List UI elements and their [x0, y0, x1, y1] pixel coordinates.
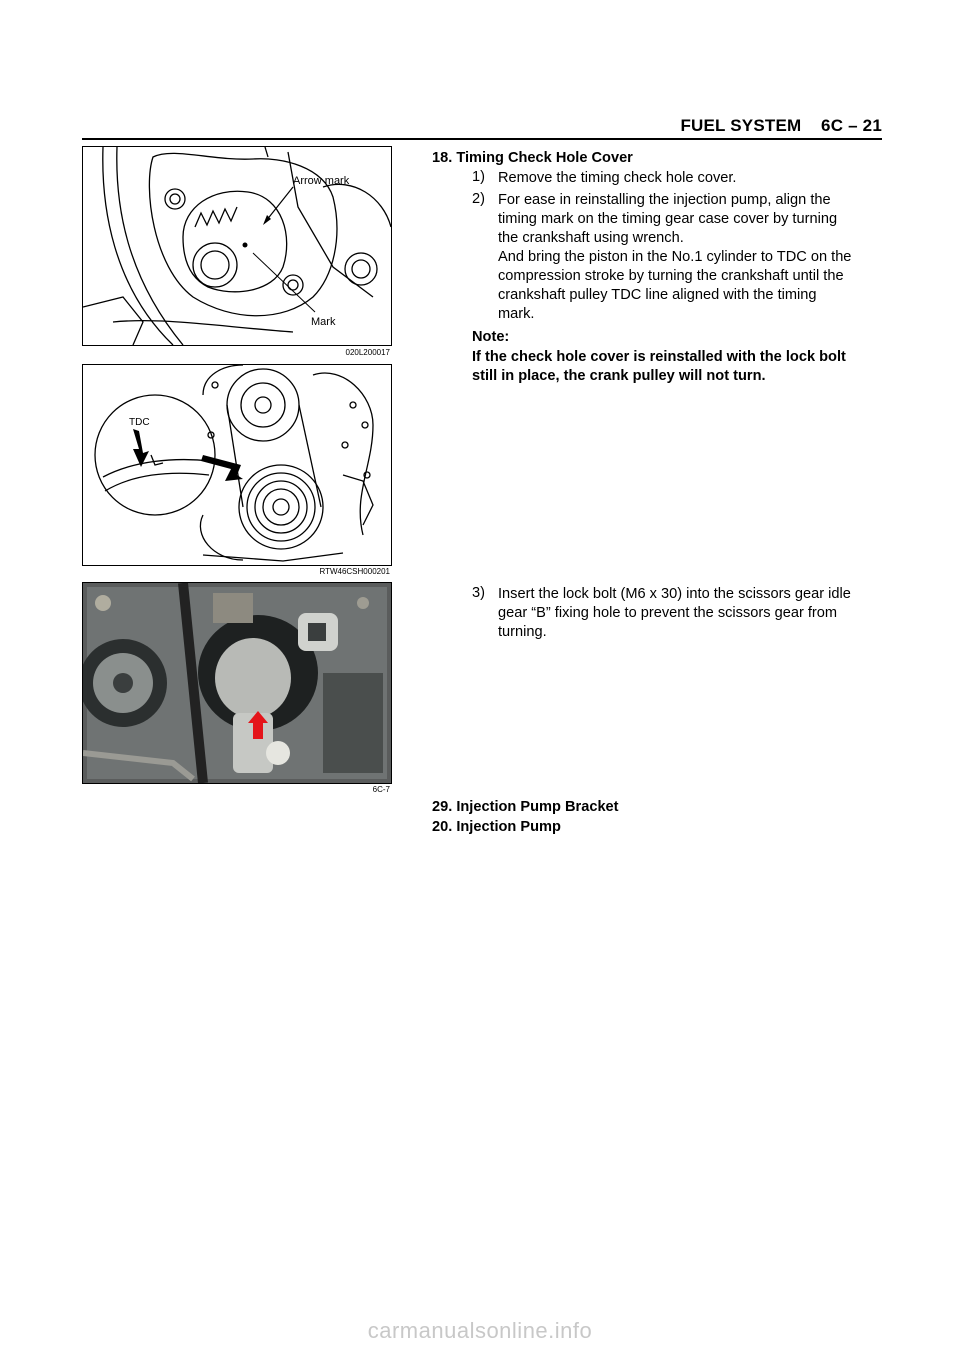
engine-photo: [83, 583, 391, 783]
figure-timing-check-hole: [82, 146, 392, 346]
section-29-heading: 29. Injection Pump Bracket: [432, 799, 619, 815]
note-line: If the check hole cover is reinstalled with the lock bolt: [472, 349, 846, 365]
label-tdc: TDC: [129, 417, 150, 428]
figure-code: 020L200017: [345, 348, 390, 357]
step-text: [498, 585, 851, 642]
note-text: [472, 348, 846, 386]
page-header: [82, 116, 882, 140]
step-line: compression stroke by turning the crankshaft until the: [498, 268, 844, 284]
step-number: 3): [472, 585, 485, 601]
step-line: gear “B” fixing hole to prevent the scissors gear from: [498, 605, 838, 621]
label-mark: Mark: [311, 316, 336, 328]
figure-crank-pulley-tdc: [82, 364, 392, 566]
step-line: And bring the piston in the No.1 cylinder to TDC on the: [498, 249, 852, 265]
step-line: Insert the lock bolt (M6 x 30) into the scissors gear idle: [498, 586, 851, 602]
step-line: crankshaft pulley TDC line aligned with the timing: [498, 287, 817, 303]
figure-code: RTW46CSH000201: [319, 567, 390, 576]
step-line: For ease in reinstalling the injection pump, align the: [498, 192, 831, 208]
step-line: mark.: [498, 306, 535, 322]
header-title: FUEL SYSTEM 6C – 21: [680, 116, 882, 135]
step-line: turning.: [498, 624, 547, 640]
note-line: still in place, the crank pulley will not turn.: [472, 368, 766, 384]
step-text: Remove the timing check hole cover.: [498, 170, 737, 186]
section-18-heading: 18. Timing Check Hole Cover: [432, 150, 633, 166]
step-line: the crankshaft using wrench.: [498, 230, 684, 246]
step-text: [498, 191, 851, 324]
figure-engine-photo: [82, 582, 392, 784]
step-number: 1): [472, 169, 485, 185]
crank-pulley-drawing: [83, 365, 391, 565]
watermark: carmanualsonline.info: [367, 1318, 593, 1343]
timing-hole-drawing: [83, 147, 391, 345]
label-arrow-mark: Arrow mark: [293, 175, 350, 187]
step-number: 2): [472, 191, 485, 207]
section-20-heading: 20. Injection Pump: [432, 819, 561, 835]
figure-code: 6C-7: [372, 785, 390, 794]
note-label: Note:: [472, 329, 510, 345]
step-line: timing mark on the timing gear case cover by turning: [498, 211, 838, 227]
